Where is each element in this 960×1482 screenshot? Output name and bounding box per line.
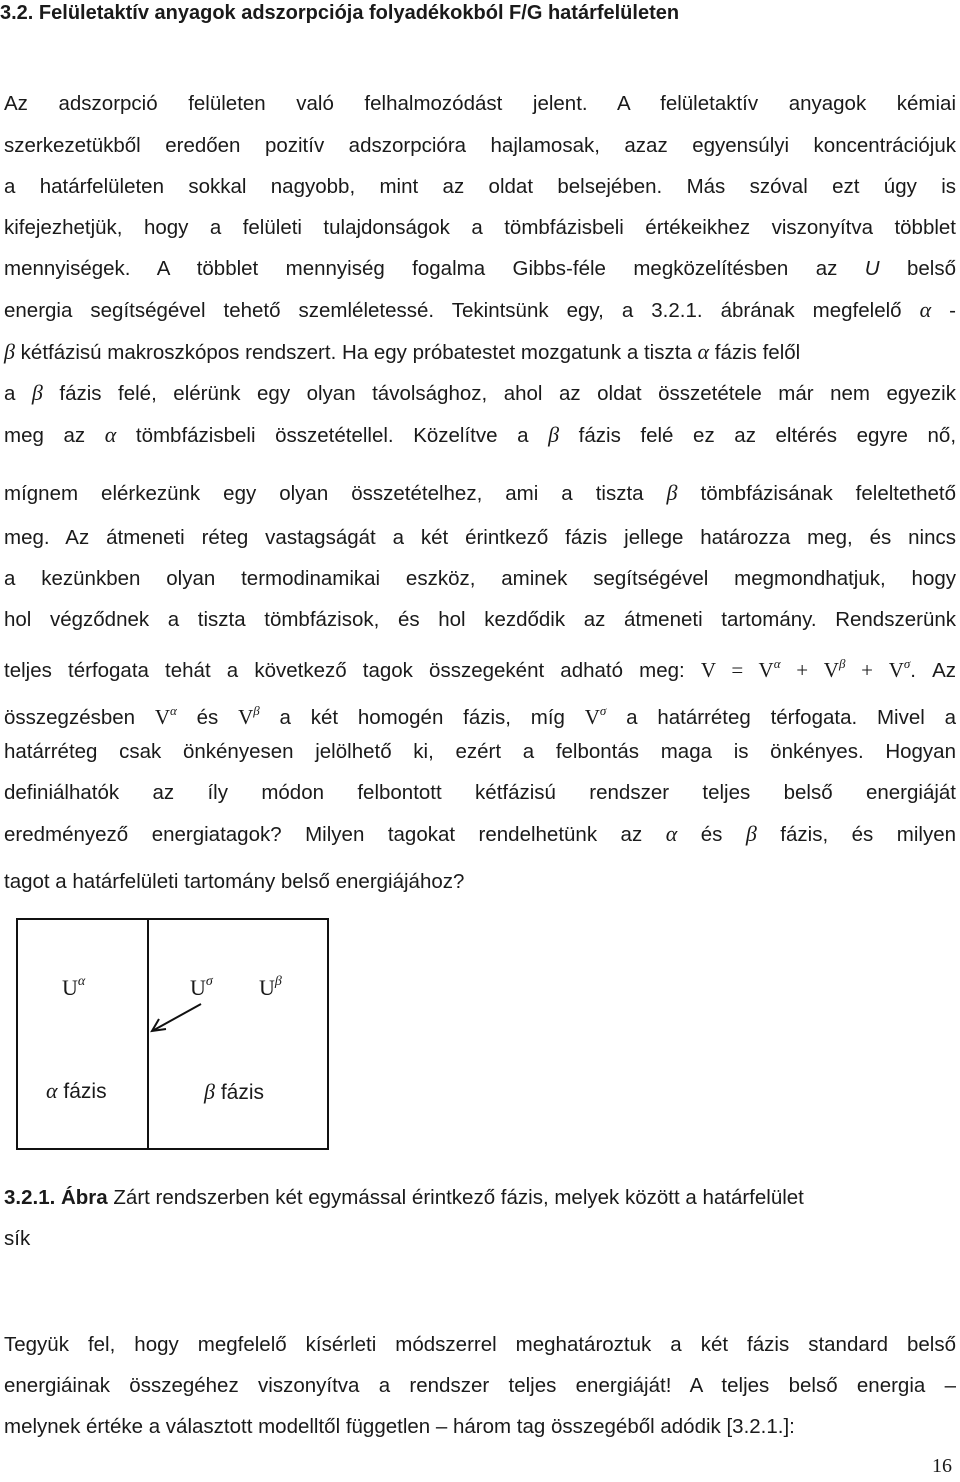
alpha-symbol: α — [697, 339, 710, 364]
paragraph-line — [4, 870, 956, 894]
paragraph-line — [4, 567, 956, 591]
alpha-phase-label: α fázis — [46, 1078, 107, 1103]
beta-symbol: β — [4, 339, 15, 364]
alpha-symbol: α — [665, 821, 678, 846]
beta-symbol: β — [548, 422, 560, 447]
text: belső — [879, 257, 956, 280]
arrow-icon — [146, 1000, 206, 1036]
text: mennyiségek. A többlet mennyiség fogalma Gibbs-féle megközelítésben az — [4, 257, 865, 280]
text: fázis felé ez az eltérés egyre nő, — [559, 424, 957, 447]
text: kifejezhetjük, hogy a felületi tulajdonságok a tömbfázisbeli értékeikhez viszonyítva többlet — [4, 216, 956, 239]
text: tagot a határfelületi tartomány belső energiájához? — [4, 870, 465, 893]
u-alpha-label: $U^\alpha$ — [62, 974, 86, 1000]
alpha-symbol: α — [919, 297, 932, 322]
text: a — [4, 382, 32, 405]
figure-caption — [4, 1186, 804, 1210]
paragraph-line — [4, 92, 956, 116]
text: meg. Az átmeneti réteg vastagságát a két érintkező fázis jellege határozza meg, és nincs — [4, 526, 956, 549]
text: fázis, és milyen — [756, 823, 956, 846]
u-beta-label: $U^\beta$ — [259, 974, 282, 1000]
paragraph-line — [4, 781, 956, 805]
text: Az adszorpció felületen való felhalmozódást jelent. A felületaktív anyagok kémiai — [4, 92, 956, 115]
text: hol végződnek a tiszta tömbfázisok, és hol kezdődik az átmeneti tartomány. Rendszerünk — [4, 608, 956, 631]
text: a kezünkben olyan termodinamikai eszköz, aminek segítségével megmondhatjuk, hogy — [4, 567, 956, 590]
text: meg az — [4, 424, 105, 447]
paragraph-line — [4, 699, 956, 730]
beta-symbol: β — [745, 821, 757, 846]
beta-symbol: β — [31, 380, 43, 405]
paragraph-line — [4, 740, 956, 764]
text: mígnem elérkezünk egy olyan összetételhez, ami a tiszta — [4, 482, 667, 505]
paragraph-line — [4, 1415, 956, 1439]
text: energiáinak összegéhez viszonyítva a rendszer teljes energiáját! A teljes belső energia – — [4, 1374, 956, 1397]
text: Tegyük fel, hogy megfelelő kísérleti módszerrel meghatároztuk a két fázis standard belső — [4, 1333, 956, 1356]
text: fázis felől — [709, 341, 801, 364]
text: - — [931, 299, 956, 322]
paragraph-line — [4, 652, 956, 683]
paragraph-line — [4, 423, 956, 448]
page-number: 16 — [932, 1455, 952, 1477]
text: melynek értéke a választott modelltől független – három tag összegéből adódik [3.2.1.]: — [4, 1415, 795, 1438]
text: szerkezetükből eredően pozitív adszorpcióra hajlamosak, azaz egyensúlyi koncentrációjuk — [4, 134, 956, 157]
text: tömbfázisának feleltethető — [677, 482, 956, 505]
paragraph-line — [4, 257, 956, 281]
text: kétfázisú makroszkópos rendszert. Ha egy próbatestet mozgatunk a tiszta — [14, 341, 698, 364]
text: eredményező energiatagok? Milyen tagokat rendelhetünk az — [4, 823, 666, 846]
u-sigma-label: $U^\sigma$ — [190, 974, 213, 1000]
paragraph-line — [4, 381, 956, 406]
paragraph-line — [4, 822, 956, 847]
text: a határfelületen sokkal nagyobb, mint az oldat belsejében. Más szóval ezt úgy is — [4, 175, 956, 198]
volume-equation: $V = V^\alpha + V^\beta + V^\sigma$ — [700, 656, 911, 682]
paragraph-line — [4, 134, 956, 158]
beta-symbol: β — [666, 480, 678, 505]
text: energia segítségével tehető szemléletessé. Tekintsünk egy, a 3.2.1. ábrának megfelelő — [4, 299, 920, 322]
v-sigma-term: $V^\sigma$ — [584, 703, 607, 729]
paragraph-line — [4, 1374, 956, 1398]
text: definiálhatók az íly módon felbontott kétfázisú rendszer teljes belső energiáját — [4, 781, 956, 804]
v-alpha-term: $V^\alpha$ — [154, 703, 177, 729]
paragraph-line — [4, 216, 956, 240]
text: a két homogén fázis, míg — [259, 706, 585, 729]
two-phase-figure — [16, 918, 329, 1150]
caption-text: sík — [4, 1227, 31, 1250]
section-heading: 3.2. Felületaktív anyagok adszorpciója folyadékokból F/G határfelületen — [0, 2, 680, 24]
text: és — [176, 706, 239, 729]
v-beta-term: $V^\beta$ — [238, 703, 260, 729]
text: tömbfázisbeli összetétellel. Közelítve a — [116, 424, 549, 447]
text: összegzésben — [4, 706, 155, 729]
paragraph-line — [4, 526, 956, 550]
caption-number: 3.2.1. Ábra — [4, 1186, 108, 1209]
text: a határréteg térfogata. Mivel a — [606, 706, 956, 729]
paragraph-line — [4, 481, 956, 506]
text: és — [677, 823, 746, 846]
paragraph-line — [4, 1333, 956, 1357]
figure-caption-cont — [4, 1227, 30, 1251]
text: határréteg csak önkényesen jelölhető ki, ezért a felbontás maga is önkényes. Hogyan — [4, 740, 956, 763]
energy-symbol-u: U — [864, 257, 880, 280]
paragraph-line — [4, 298, 956, 323]
alpha-symbol: α — [104, 422, 117, 447]
paragraph-line — [4, 340, 956, 365]
text: . Az — [910, 659, 957, 682]
text: fázis felé, elérünk egy olyan távolsághoz, ahol az oldat összetétele már nem egyezik — [42, 382, 956, 405]
beta-phase-label: β fázis — [204, 1079, 264, 1104]
caption-text: Zárt rendszerben két egymással érintkező fázis, melyek között a határfelület — [107, 1186, 804, 1209]
paragraph-line — [4, 175, 956, 199]
text: teljes térfogata tehát a következő tagok összegeként adható meg: — [4, 659, 701, 682]
paragraph-line — [4, 608, 956, 632]
